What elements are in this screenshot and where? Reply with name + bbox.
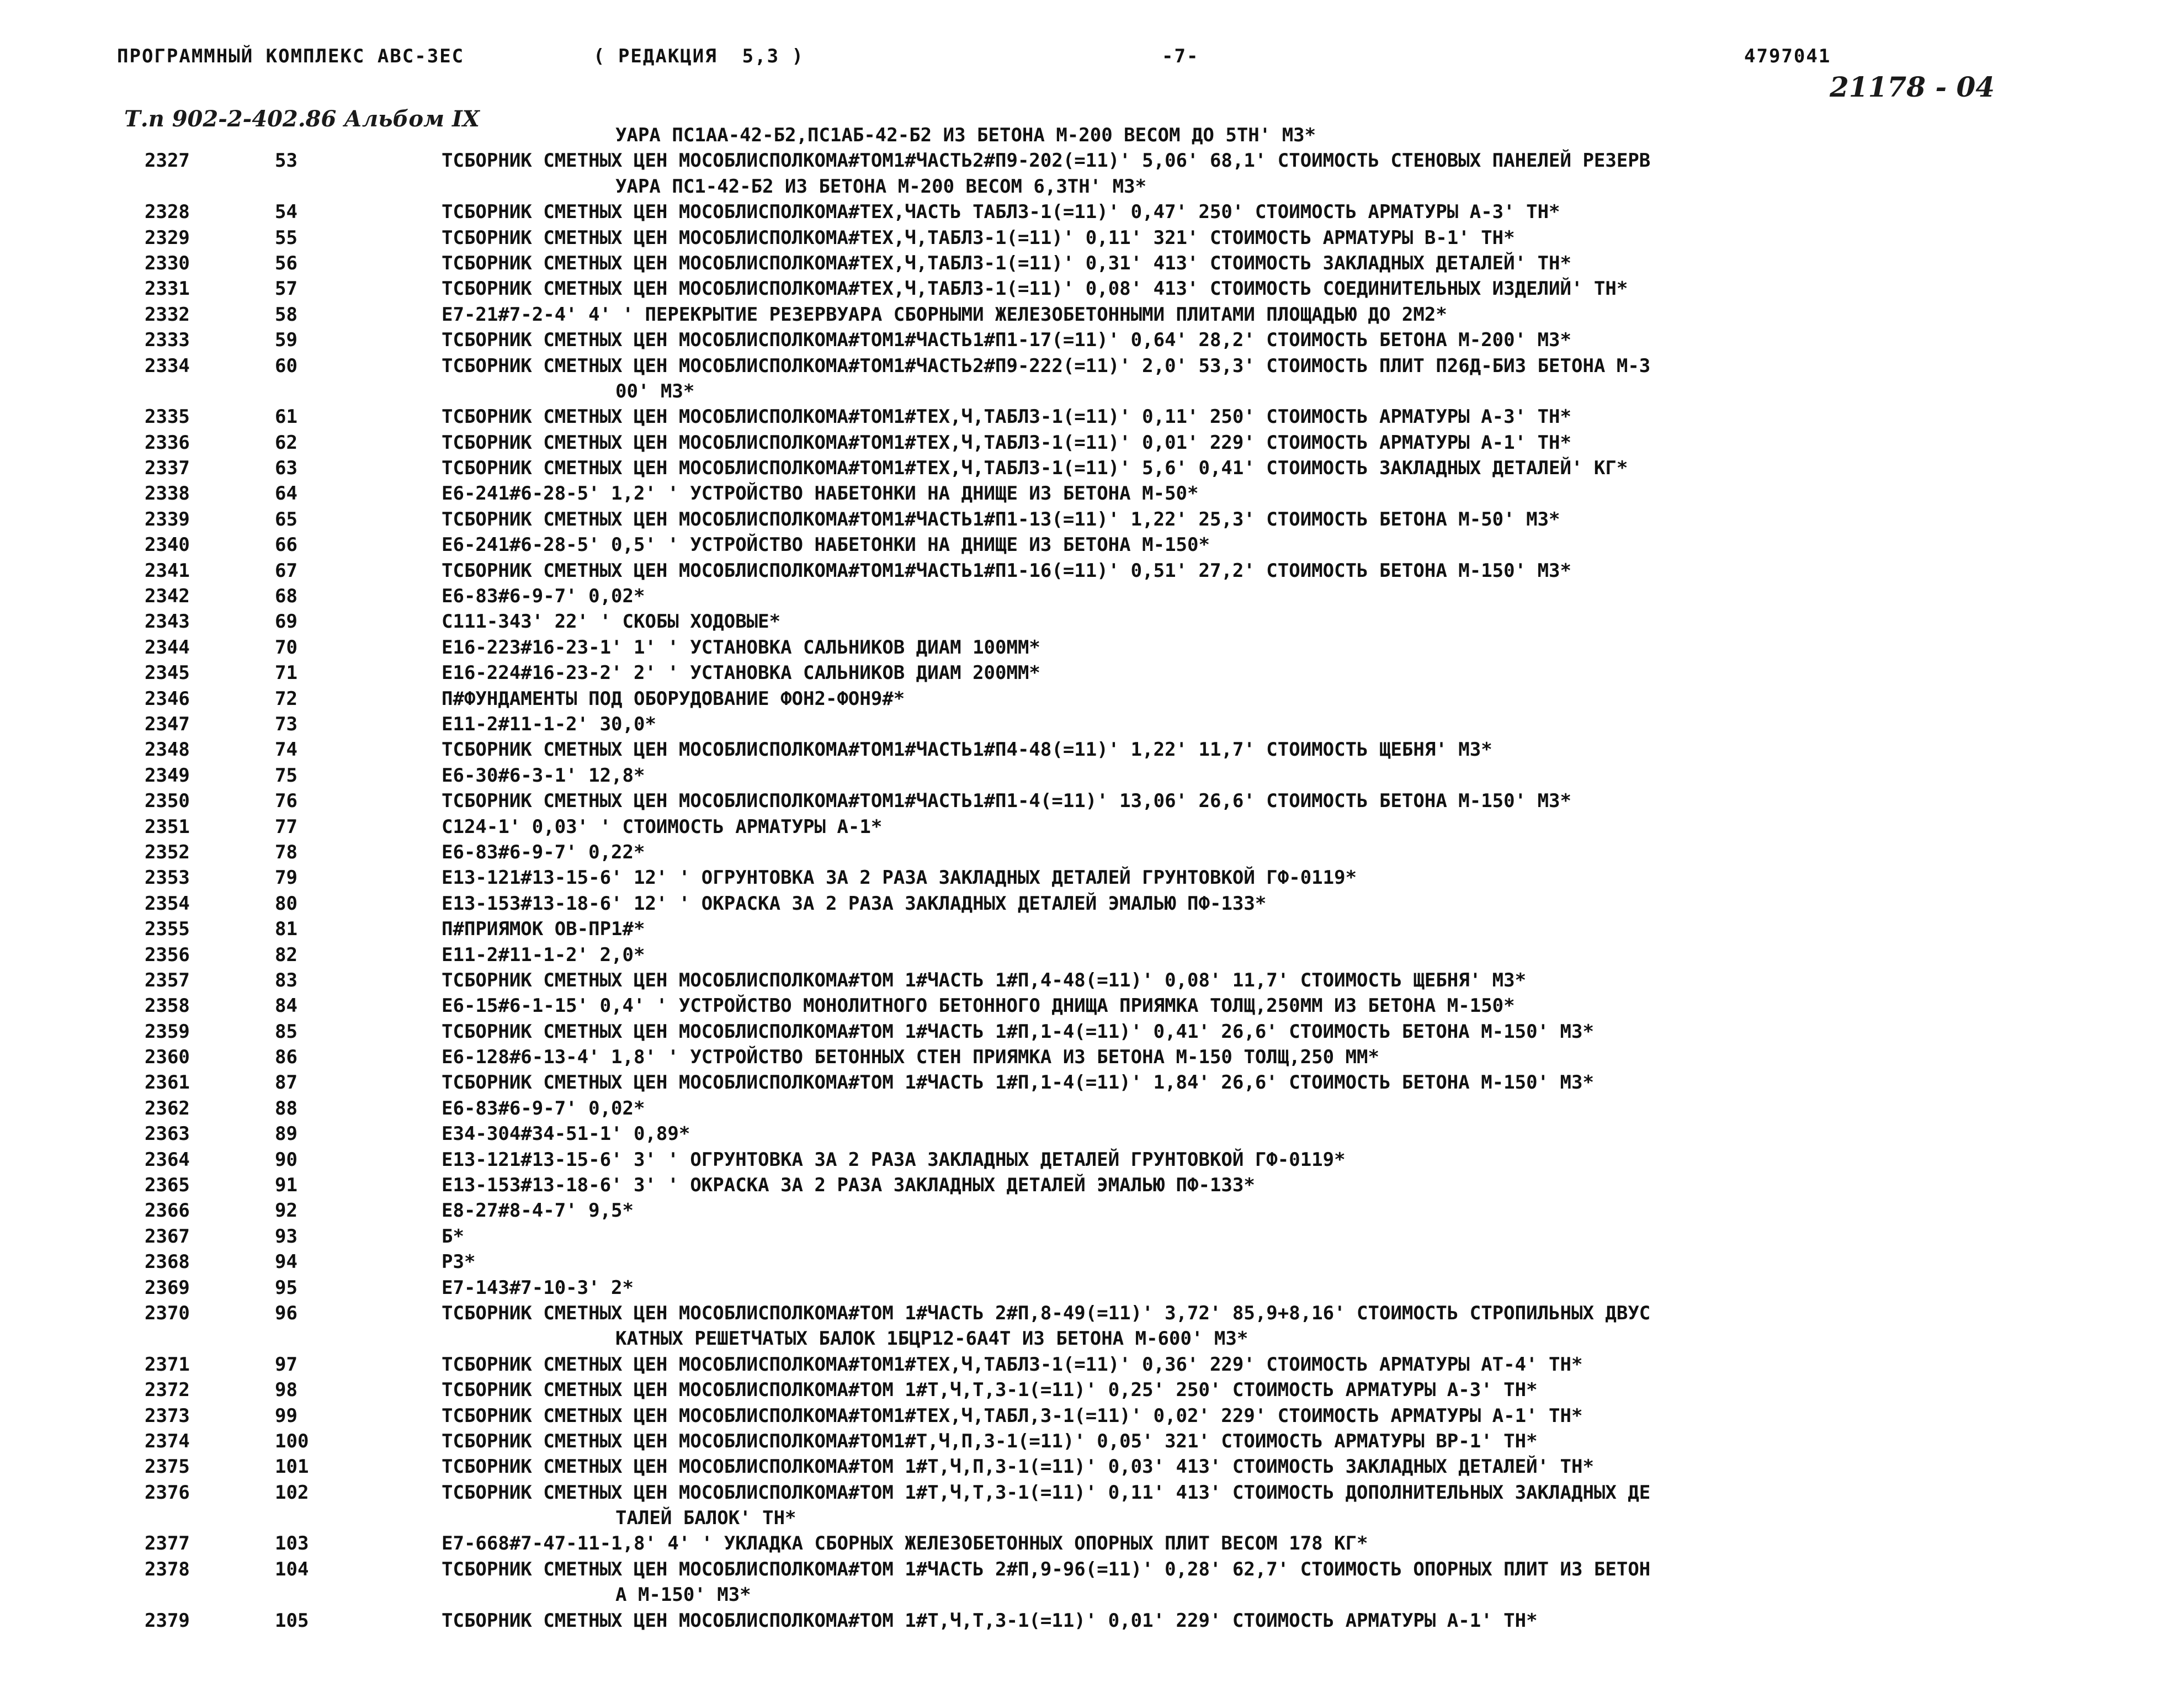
line-text: ТСБОРНИК СМЕТНЫХ ЦЕН МОСОБЛИСПОЛКОМА#ТОМ1#ЧАСТЬ2#П9-202(=11)' 5,06' 68,1' СТОИМОСТЬ СТЕНОВЫХ ПАНЕЛЕЙ РЕЗЕРВ <box>442 150 1651 172</box>
line-number: 2357 <box>145 969 190 991</box>
program-name: ПРОГРАММНЫЙ КОМПЛЕКС АВС-3ЕС <box>117 45 465 67</box>
line-text: Е13-153#13-18-6' 12' ' ОКРАСКА ЗА 2 РАЗА ЗАКЛАДНЫХ ДЕТАЛЕЙ ЭМАЛЬЮ ПФ-133* <box>442 892 1267 915</box>
item-index: 71 <box>275 662 297 685</box>
line-text: 00' М3* <box>615 380 695 402</box>
listing-line <box>0 1377 2184 1403</box>
listing-line <box>0 942 2184 968</box>
continuation-line <box>0 123 2184 148</box>
item-index: 65 <box>275 508 297 530</box>
line-number: 2346 <box>145 687 190 710</box>
listing-line <box>0 1531 2184 1556</box>
line-text: Е11-2#11-1-2' 30,0* <box>442 713 656 735</box>
line-number: 2352 <box>145 841 190 863</box>
line-number: 2378 <box>145 1558 190 1580</box>
line-text: ТСБОРНИК СМЕТНЫХ ЦЕН МОСОБЛИСПОЛКОМА#ТОМ1#ЧАСТЬ1#П1-13(=11)' 1,22' 25,3' СТОИМОСТЬ БЕТОНА М-50' М3* <box>442 508 1560 530</box>
line-text: ТСБОРНИК СМЕТНЫХ ЦЕН МОСОБЛИСПОЛКОМА#ТОМ1#ТЕХ,Ч,ТАБЛ3-1(=11)' 0,01' 229' СТОИМОСТЬ АРМАТУРЫ А-1' ТН* <box>442 431 1571 454</box>
line-number: 2379 <box>145 1609 190 1632</box>
listing-line <box>0 558 2184 583</box>
line-number: 2339 <box>145 508 190 530</box>
continuation-line <box>0 174 2184 199</box>
line-text: ТСБОРНИК СМЕТНЫХ ЦЕН МОСОБЛИСПОЛКОМА#ТОМ1#ЧАСТЬ1#П1-17(=11)' 0,64' 28,2' СТОИМОСТЬ БЕТОНА М-200' М3* <box>442 329 1571 352</box>
item-index: 94 <box>275 1251 297 1274</box>
item-index: 74 <box>275 739 297 761</box>
line-number: 2351 <box>145 815 190 838</box>
item-index: 69 <box>275 611 297 633</box>
item-index: 54 <box>275 201 297 224</box>
item-index: 93 <box>275 1225 297 1248</box>
listing-line <box>0 1147 2184 1172</box>
line-text: КАТНЫХ РЕШЕТЧАТЫХ БАЛОК 1БЦР12-6А4Т ИЗ БЕТОНА М-600' М3* <box>615 1328 1248 1350</box>
item-index: 84 <box>275 995 297 1017</box>
line-text: Е6-241#6-28-5' 0,5' ' УСТРОЙСТВО НАБЕТОНКИ НА ДНИЩЕ ИЗ БЕТОНА М-150* <box>442 534 1210 556</box>
edition-label: ( РЕДАКЦИЯ 5,3 ) <box>593 45 804 67</box>
item-index: 68 <box>275 585 297 608</box>
line-number: 2345 <box>145 662 190 685</box>
line-number: 2366 <box>145 1200 190 1222</box>
line-number: 2350 <box>145 790 190 813</box>
line-number: 2370 <box>145 1302 190 1324</box>
line-text: ТСБОРНИК СМЕТНЫХ ЦЕН МОСОБЛИСПОЛКОМА#ТОМ1#ТЕХ,Ч,ТАБЛ3-1(=11)' 5,6' 0,41' СТОИМОСТЬ ЗАКЛАДНЫХ ДЕТАЛЕЙ' КГ* <box>442 457 1628 480</box>
item-index: 72 <box>275 687 297 710</box>
line-number: 2374 <box>145 1430 190 1452</box>
item-index: 75 <box>275 764 297 787</box>
line-number: 2377 <box>145 1532 190 1555</box>
listing-line <box>0 353 2184 379</box>
listing-line <box>0 225 2184 251</box>
line-text: ТСБОРНИК СМЕТНЫХ ЦЕН МОСОБЛИСПОЛКОМА#ТОМ1#ТЕХ,Ч,ТАБЛ3-1(=11)' 0,11' 250' СТОИМОСТЬ АРМАТУРЫ А-3' ТН* <box>442 406 1571 428</box>
continuation-line <box>0 1505 2184 1531</box>
line-number: 2338 <box>145 482 190 505</box>
line-text: ТСБОРНИК СМЕТНЫХ ЦЕН МОСОБЛИСПОЛКОМА#ТОМ 1#Т,Ч,Т,3-1(=11)' 0,01' 229' СТОИМОСТЬ АРМАТУРЫ А-1' ТН* <box>442 1609 1538 1632</box>
item-index: 95 <box>275 1276 297 1299</box>
item-index: 81 <box>275 918 297 941</box>
item-index: 55 <box>275 226 297 249</box>
item-index: 56 <box>275 252 297 274</box>
line-number: 2333 <box>145 329 190 352</box>
line-text: ТСБОРНИК СМЕТНЫХ ЦЕН МОСОБЛИСПОЛКОМА#ТЕХ,Ч,ТАБЛ3-1(=11)' 0,08' 413' СТОИМОСТЬ СОЕДИНИТЕЛЬНЫХ ИЗДЕЛИЙ' ТН* <box>442 278 1628 300</box>
line-text: ТСБОРНИК СМЕТНЫХ ЦЕН МОСОБЛИСПОЛКОМА#ТОМ 1#ЧАСТЬ 2#П,8-49(=11)' 3,72' 85,9+8,16' СТОИМОСТЬ СТРОПИЛЬНЫХ ДВУС <box>442 1302 1651 1324</box>
line-text: ТСБОРНИК СМЕТНЫХ ЦЕН МОСОБЛИСПОЛКОМА#ТОМ 1#ЧАСТЬ 2#П,9-96(=11)' 0,28' 62,7' СТОИМОСТЬ ОПОРНЫХ ПЛИТ ИЗ БЕТОН <box>442 1558 1651 1580</box>
item-index: 98 <box>275 1379 297 1402</box>
line-text: Е7-668#7-47-11-1,8' 4' ' УКЛАДКА СБОРНЫХ ЖЕЛЕЗОБЕТОННЫХ ОПОРНЫХ ПЛИТ ВЕСОМ 178 КГ* <box>442 1532 1368 1555</box>
line-number: 2336 <box>145 431 190 454</box>
item-index: 66 <box>275 534 297 556</box>
line-number: 2376 <box>145 1481 190 1504</box>
line-number: 2365 <box>145 1174 190 1197</box>
listing-line <box>0 1198 2184 1223</box>
listing-line <box>0 507 2184 532</box>
item-index: 59 <box>275 329 297 352</box>
line-number: 2329 <box>145 226 190 249</box>
listing-line <box>0 532 2184 558</box>
line-number: 2347 <box>145 713 190 735</box>
listing-line <box>0 763 2184 788</box>
item-index: 67 <box>275 559 297 582</box>
line-number: 2356 <box>145 943 190 966</box>
line-text: Е6-15#6-1-15' 0,4' ' УСТРОЙСТВО МОНОЛИТНОГО БЕТОННОГО ДНИЩА ПРИЯМКА ТОЛЩ,250ММ ИЗ БЕТОНА М-150* <box>442 995 1515 1017</box>
line-text: Е6-241#6-28-5' 1,2' ' УСТРОЙСТВО НАБЕТОНКИ НА ДНИЩЕ ИЗ БЕТОНА М-50* <box>442 482 1199 505</box>
listing-line <box>0 455 2184 481</box>
line-text: А М-150' М3* <box>615 1584 751 1606</box>
line-text: УАРА ПС1АА-42-Б2,ПС1АБ-42-Б2 ИЗ БЕТОНА М-200 ВЕСОМ ДО 5ТН' М3* <box>615 124 1316 146</box>
line-text: ТСБОРНИК СМЕТНЫХ ЦЕН МОСОБЛИСПОЛКОМА#ТЕХ,Ч,ТАБЛ3-1(=11)' 0,31' 413' СТОИМОСТЬ ЗАКЛАДНЫХ ДЕТАЛЕЙ' ТН* <box>442 252 1571 274</box>
line-text: Р3* <box>442 1251 476 1274</box>
line-text: Е6-83#6-9-7' 0,02* <box>442 1097 645 1119</box>
handwritten-doc-number: 21178 - 04 <box>1830 71 1995 103</box>
item-index: 53 <box>275 150 297 172</box>
listing-line <box>0 1019 2184 1044</box>
item-index: 62 <box>275 431 297 454</box>
line-text: ТСБОРНИК СМЕТНЫХ ЦЕН МОСОБЛИСПОЛКОМА#ТОМ 1#ЧАСТЬ 1#П,1-4(=11)' 1,84' 26,6' СТОИМОСТЬ БЕТОНА М-150' М3* <box>442 1071 1594 1094</box>
listing-line <box>0 1096 2184 1121</box>
line-number: 2358 <box>145 995 190 1017</box>
listing-line <box>0 148 2184 173</box>
line-number: 2328 <box>145 201 190 224</box>
line-text: П#ПРИЯМОК ОВ-ПР1#* <box>442 918 645 941</box>
continuation-line <box>0 1582 2184 1607</box>
line-text: Е6-30#6-3-1' 12,8* <box>442 764 645 787</box>
line-text: ТСБОРНИК СМЕТНЫХ ЦЕН МОСОБЛИСПОЛКОМА#ТОМ1#ЧАСТЬ1#П1-4(=11)' 13,06' 26,6' СТОИМОСТЬ БЕТОНА М-150' М3* <box>442 790 1571 813</box>
line-text: С124-1' 0,03' ' СТОИМОСТЬ АРМАТУРЫ А-1* <box>442 815 883 838</box>
item-index: 96 <box>275 1302 297 1324</box>
line-text: Е13-121#13-15-6' 12' ' ОГРУНТОВКА ЗА 2 РАЗА ЗАКЛАДНЫХ ДЕТАЛЕЙ ГРУНТОВКОЙ ГФ-0119* <box>442 867 1357 889</box>
line-text: Е11-2#11-1-2' 2,0* <box>442 943 645 966</box>
listing-line <box>0 660 2184 686</box>
line-text: Е7-21#7-2-4' 4' ' ПЕРЕКРЫТИЕ РЕЗЕРВУАРА СБОРНЫМИ ЖЕЛЕЗОБЕТОННЫМИ ПЛИТАМИ ПЛОЩАДЬЮ ДО 2М2* <box>442 303 1447 326</box>
item-index: 101 <box>275 1456 309 1478</box>
line-number: 2361 <box>145 1071 190 1094</box>
continuation-line <box>0 379 2184 404</box>
listing-line <box>0 1224 2184 1249</box>
line-number: 2344 <box>145 636 190 659</box>
listing-line <box>0 1172 2184 1198</box>
line-number: 2353 <box>145 867 190 889</box>
listing-line <box>0 1249 2184 1275</box>
line-number: 2354 <box>145 892 190 915</box>
line-text: ТСБОРНИК СМЕТНЫХ ЦЕН МОСОБЛИСПОЛКОМА#ТОМ 1#ЧАСТЬ 1#П,1-4(=11)' 0,41' 26,6' СТОИМОСТЬ БЕТОНА М-150' М3* <box>442 1020 1594 1043</box>
listing-line <box>0 481 2184 506</box>
line-text: ТСБОРНИК СМЕТНЫХ ЦЕН МОСОБЛИСПОЛКОМА#ТОМ 1#Т,Ч,Т,3-1(=11)' 0,11' 413' СТОИМОСТЬ ДОПОЛНИТЕЛЬНЫХ ЗАКЛАДНЫХ ДЕ <box>442 1481 1651 1504</box>
line-text: ТСБОРНИК СМЕТНЫХ ЦЕН МОСОБЛИСПОЛКОМА#ТОМ1#ТЕХ,Ч,ТАБЛ3-1(=11)' 0,36' 229' СТОИМОСТЬ АРМАТУРЫ АТ-4' ТН* <box>442 1353 1583 1376</box>
listing-line <box>0 1301 2184 1326</box>
item-index: 60 <box>275 354 297 377</box>
listing-line <box>0 840 2184 865</box>
line-text: П#ФУНДАМЕНТЫ ПОД ОБОРУДОВАНИЕ ФОН2-ФОН9#* <box>442 687 905 710</box>
line-text: ТСБОРНИК СМЕТНЫХ ЦЕН МОСОБЛИСПОЛКОМА#ТОМ 1#Т,Ч,Т,3-1(=11)' 0,25' 250' СТОИМОСТЬ АРМАТУРЫ А-3' ТН* <box>442 1379 1538 1402</box>
item-index: 79 <box>275 867 297 889</box>
item-index: 105 <box>275 1609 309 1632</box>
listing-line <box>0 276 2184 301</box>
item-index: 88 <box>275 1097 297 1119</box>
handwritten-album-ref: Т.п 902-2-402.86 Альбом IX <box>124 106 480 132</box>
continuation-line <box>0 1326 2184 1351</box>
line-number: 2342 <box>145 585 190 608</box>
item-index: 103 <box>275 1532 309 1555</box>
listing-line <box>0 302 2184 327</box>
line-text: УАРА ПС1-42-Б2 ИЗ БЕТОНА М-200 ВЕСОМ 6,3ТН' М3* <box>615 175 1147 198</box>
listing-line <box>0 404 2184 429</box>
item-index: 83 <box>275 969 297 991</box>
item-index: 86 <box>275 1046 297 1069</box>
line-text: ТСБОРНИК СМЕТНЫХ ЦЕН МОСОБЛИСПОЛКОМА#ТЕХ,ЧАСТЬ ТАБЛ3-1(=11)' 0,47' 250' СТОИМОСТЬ АРМАТУРЫ А-3' ТН* <box>442 201 1560 224</box>
line-text: ТСБОРНИК СМЕТНЫХ ЦЕН МОСОБЛИСПОЛКОМА#ТОМ1#ЧАСТЬ1#П4-48(=11)' 1,22' 11,7' СТОИМОСТЬ ЩЕБНЯ' М3* <box>442 739 1492 761</box>
listing-line <box>0 993 2184 1018</box>
line-number: 2341 <box>145 559 190 582</box>
item-index: 58 <box>275 303 297 326</box>
line-text: ТСБОРНИК СМЕТНЫХ ЦЕН МОСОБЛИСПОЛКОМА#ТОМ1#Т,Ч,П,3-1(=11)' 0,05' 321' СТОИМОСТЬ АРМАТУРЫ ВР-1' ТН* <box>442 1430 1538 1452</box>
listing-line <box>0 583 2184 609</box>
listing-line <box>0 1608 2184 1633</box>
line-text: Е6-128#6-13-4' 1,8' ' УСТРОЙСТВО БЕТОННЫХ СТЕН ПРИЯМКА ИЗ БЕТОНА М-150 ТОЛЩ,250 ММ* <box>442 1046 1379 1069</box>
listing-line <box>0 1480 2184 1505</box>
line-number: 2327 <box>145 150 190 172</box>
line-text: ТАЛЕЙ БАЛОК' ТН* <box>615 1507 796 1530</box>
item-index: 100 <box>275 1430 309 1452</box>
line-number: 2340 <box>145 534 190 556</box>
line-number: 2330 <box>145 252 190 274</box>
listing-body <box>0 123 2184 1633</box>
line-text: Е7-143#7-10-3' 2* <box>442 1276 634 1299</box>
line-number: 2359 <box>145 1020 190 1043</box>
line-number: 2337 <box>145 457 190 480</box>
line-text: Е8-27#8-4-7' 9,5* <box>442 1200 634 1222</box>
item-index: 85 <box>275 1020 297 1043</box>
listing-line <box>0 609 2184 634</box>
listing-line <box>0 199 2184 225</box>
listing-line <box>0 968 2184 993</box>
listing-line <box>0 916 2184 942</box>
line-number: 2331 <box>145 278 190 300</box>
line-text: ТСБОРНИК СМЕТНЫХ ЦЕН МОСОБЛИСПОЛКОМА#ТОМ1#ТЕХ,Ч,ТАБЛ,3-1(=11)' 0,02' 229' СТОИМОСТЬ АРМАТУРЫ А-1' ТН* <box>442 1404 1583 1427</box>
item-index: 89 <box>275 1123 297 1145</box>
line-text: ТСБОРНИК СМЕТНЫХ ЦЕН МОСОБЛИСПОЛКОМА#ТЕХ,Ч,ТАБЛ3-1(=11)' 0,11' 321' СТОИМОСТЬ АРМАТУРЫ В-1' ТН* <box>442 226 1515 249</box>
line-text: Е34-304#34-51-1' 0,89* <box>442 1123 690 1145</box>
listing-line <box>0 1121 2184 1147</box>
line-number: 2360 <box>145 1046 190 1069</box>
line-number: 2375 <box>145 1456 190 1478</box>
item-index: 91 <box>275 1174 297 1197</box>
listing-line <box>0 1352 2184 1377</box>
listing-line <box>0 635 2184 660</box>
item-index: 104 <box>275 1558 309 1580</box>
item-index: 76 <box>275 790 297 813</box>
item-index: 78 <box>275 841 297 863</box>
listing-line <box>0 1557 2184 1582</box>
item-index: 80 <box>275 892 297 915</box>
listing-line <box>0 788 2184 814</box>
item-index: 57 <box>275 278 297 300</box>
listing-line <box>0 814 2184 840</box>
line-number: 2368 <box>145 1251 190 1274</box>
line-text: Е16-224#16-23-2' 2' ' УСТАНОВКА САЛЬНИКОВ ДИАМ 200ММ* <box>442 662 1040 685</box>
listing-line <box>0 686 2184 712</box>
listing-line <box>0 1454 2184 1479</box>
listing-line <box>0 1070 2184 1095</box>
line-text: Е6-83#6-9-7' 0,02* <box>442 585 645 608</box>
item-index: 70 <box>275 636 297 659</box>
line-number: 2349 <box>145 764 190 787</box>
line-text: Е13-153#13-18-6' 3' ' ОКРАСКА ЗА 2 РАЗА ЗАКЛАДНЫХ ДЕТАЛЕЙ ЭМАЛЬЮ ПФ-133* <box>442 1174 1255 1197</box>
line-number: 2343 <box>145 611 190 633</box>
line-number: 2334 <box>145 354 190 377</box>
item-index: 64 <box>275 482 297 505</box>
line-text: С111-343' 22' ' СКОБЫ ХОДОВЫЕ* <box>442 611 781 633</box>
page-number: -7- <box>1162 45 1199 67</box>
line-number: 2372 <box>145 1379 190 1402</box>
listing-line <box>0 865 2184 890</box>
line-text: Е6-83#6-9-7' 0,22* <box>442 841 645 863</box>
line-text: Е13-121#13-15-6' 3' ' ОГРУНТОВКА ЗА 2 РАЗА ЗАКЛАДНЫХ ДЕТАЛЕЙ ГРУНТОВКОЙ ГФ-0119* <box>442 1148 1346 1171</box>
listing-line <box>0 1403 2184 1429</box>
listing-line <box>0 327 2184 353</box>
line-text: ТСБОРНИК СМЕТНЫХ ЦЕН МОСОБЛИСПОЛКОМА#ТОМ1#ЧАСТЬ1#П1-16(=11)' 0,51' 27,2' СТОИМОСТЬ БЕТОНА М-150' М3* <box>442 559 1571 582</box>
line-number: 2362 <box>145 1097 190 1119</box>
listing-line <box>0 1275 2184 1301</box>
line-number: 2373 <box>145 1404 190 1427</box>
item-index: 99 <box>275 1404 297 1427</box>
item-index: 63 <box>275 457 297 480</box>
item-index: 92 <box>275 1200 297 1222</box>
line-number: 2355 <box>145 918 190 941</box>
item-index: 102 <box>275 1481 309 1504</box>
item-index: 90 <box>275 1148 297 1171</box>
line-number: 2332 <box>145 303 190 326</box>
item-index: 97 <box>275 1353 297 1376</box>
line-text: Е16-223#16-23-1' 1' ' УСТАНОВКА САЛЬНИКОВ ДИАМ 100ММ* <box>442 636 1040 659</box>
line-text: Б* <box>442 1225 464 1248</box>
line-number: 2367 <box>145 1225 190 1248</box>
line-text: ТСБОРНИК СМЕТНЫХ ЦЕН МОСОБЛИСПОЛКОМА#ТОМ 1#Т,Ч,П,3-1(=11)' 0,03' 413' СТОИМОСТЬ ЗАКЛАДНЫХ ДЕТАЛЕЙ' ТН* <box>442 1456 1594 1478</box>
listing-line <box>0 1044 2184 1070</box>
item-index: 73 <box>275 713 297 735</box>
line-number: 2335 <box>145 406 190 428</box>
listing-line <box>0 251 2184 276</box>
listing-line <box>0 737 2184 762</box>
listing-line <box>0 1429 2184 1454</box>
listing-line <box>0 430 2184 455</box>
line-number: 2364 <box>145 1148 190 1171</box>
line-number: 2371 <box>145 1353 190 1376</box>
listing-line <box>0 712 2184 737</box>
item-index: 87 <box>275 1071 297 1094</box>
line-number: 2348 <box>145 739 190 761</box>
line-number: 2363 <box>145 1123 190 1145</box>
line-text: ТСБОРНИК СМЕТНЫХ ЦЕН МОСОБЛИСПОЛКОМА#ТОМ 1#ЧАСТЬ 1#П,4-48(=11)' 0,08' 11,7' СТОИМОСТЬ ЩЕБНЯ' М3* <box>442 969 1527 991</box>
item-index: 82 <box>275 943 297 966</box>
document-code: 4797041 <box>1744 45 1831 67</box>
line-number: 2369 <box>145 1276 190 1299</box>
listing-line <box>0 891 2184 916</box>
item-index: 77 <box>275 815 297 838</box>
line-text: ТСБОРНИК СМЕТНЫХ ЦЕН МОСОБЛИСПОЛКОМА#ТОМ1#ЧАСТЬ2#П9-222(=11)' 2,0' 53,3' СТОИМОСТЬ ПЛИТ П26Д-БИЗ БЕТОНА М-3 <box>442 354 1651 377</box>
item-index: 61 <box>275 406 297 428</box>
